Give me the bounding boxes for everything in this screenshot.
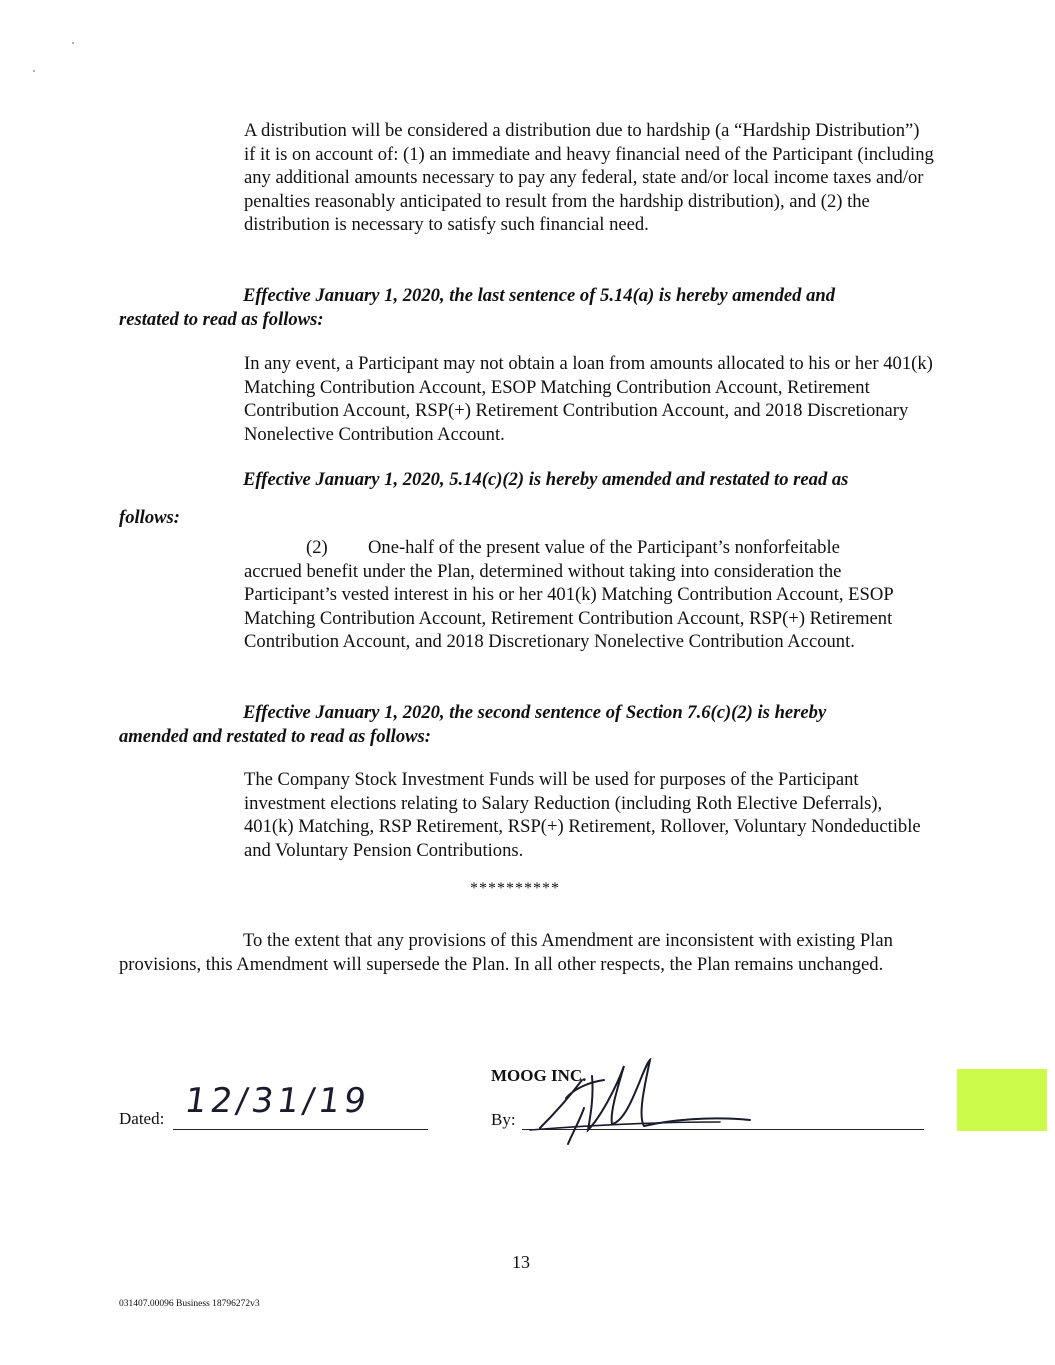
heading-line: restated to read as follows: bbox=[119, 308, 324, 330]
company-stock-paragraph: The Company Stock Investment Funds will be used for purposes of the Participant investment elections relating to Salary Reduction (including Roth Elective Deferrals), 401(k) Matching, RSP Retirement, RSP(+) Retirement, Rollover, Voluntary Nondeductible and Voluntary Pension Contributions. bbox=[244, 769, 921, 861]
item-number: (2) bbox=[306, 537, 328, 558]
item-first-line: One-half of the present value of the Participant’s nonforfeitable bbox=[368, 537, 840, 558]
amendment-heading-3 bbox=[119, 701, 919, 748]
date-line bbox=[173, 1129, 428, 1130]
hardship-paragraph: A distribution will be considered a distribution due to hardship (a “Hardship Distribution”) if it is on account of: (1) an immediate and heavy financial need of the Participant (including any additional amounts necessary to pay any federal, state and/or local income taxes and/or penalties reasonably anticipated to result from the hardship distribution), and (2) the distribution is necessary to satisfy such financial need. bbox=[244, 120, 934, 236]
closing-paragraph: To the extent that any provisions of this Amendment are inconsistent with existing Plan provisions, this Amendment will supersede the Plan. In all other respects, the Plan remains unchanged. bbox=[119, 930, 893, 975]
handwritten-date: 12/31/19 bbox=[182, 1081, 373, 1121]
section-separator: ********** bbox=[470, 880, 560, 897]
page-number: 13 bbox=[512, 1252, 530, 1272]
item-2-paragraph bbox=[244, 536, 934, 654]
scan-speck bbox=[33, 70, 35, 72]
scan-speck bbox=[72, 42, 74, 44]
amendment-heading-2 bbox=[119, 468, 919, 529]
signature-scribble bbox=[520, 1058, 760, 1148]
heading-line: follows: bbox=[119, 506, 180, 528]
heading-line: amended and restated to read as follows: bbox=[119, 725, 431, 747]
heading-line: Effective January 1, 2020, 5.14(c)(2) is hereby amended and restated to read as bbox=[243, 469, 849, 490]
sticky-note-flag bbox=[957, 1069, 1047, 1131]
amendment-heading-1 bbox=[119, 284, 919, 331]
by-label: By: bbox=[491, 1110, 516, 1129]
heading-line: Effective January 1, 2020, the last sentence of 5.14(a) is hereby amended and bbox=[243, 285, 836, 306]
loan-paragraph: In any event, a Participant may not obtain a loan from amounts allocated to his or her 401(k) Matching Contribution Account, ESOP Matching Contribution Account, Retirement Contribution Account, RSP(+) Retirement Contribution Account, and 2018 Discretionary Nonelective Contribution Account. bbox=[244, 353, 933, 445]
heading-line: Effective January 1, 2020, the second sentence of Section 7.6(c)(2) is hereby bbox=[243, 702, 827, 723]
item-body: accrued benefit under the Plan, determined without taking into consideration the Participant’s vested interest in his or her 401(k) Matching Contribution Account, ESOP Matching Contribution Account, Retirement Contribution Account, RSP(+) Retirement Contribution Account, and 2018 Discretionary Nonelective Contribution Account. bbox=[244, 560, 893, 653]
dated-label: Dated: bbox=[119, 1109, 165, 1128]
document-id: 031407.00096 Business 18796272v3 bbox=[119, 1299, 260, 1309]
company-name: MOOG INC. bbox=[491, 1066, 587, 1085]
